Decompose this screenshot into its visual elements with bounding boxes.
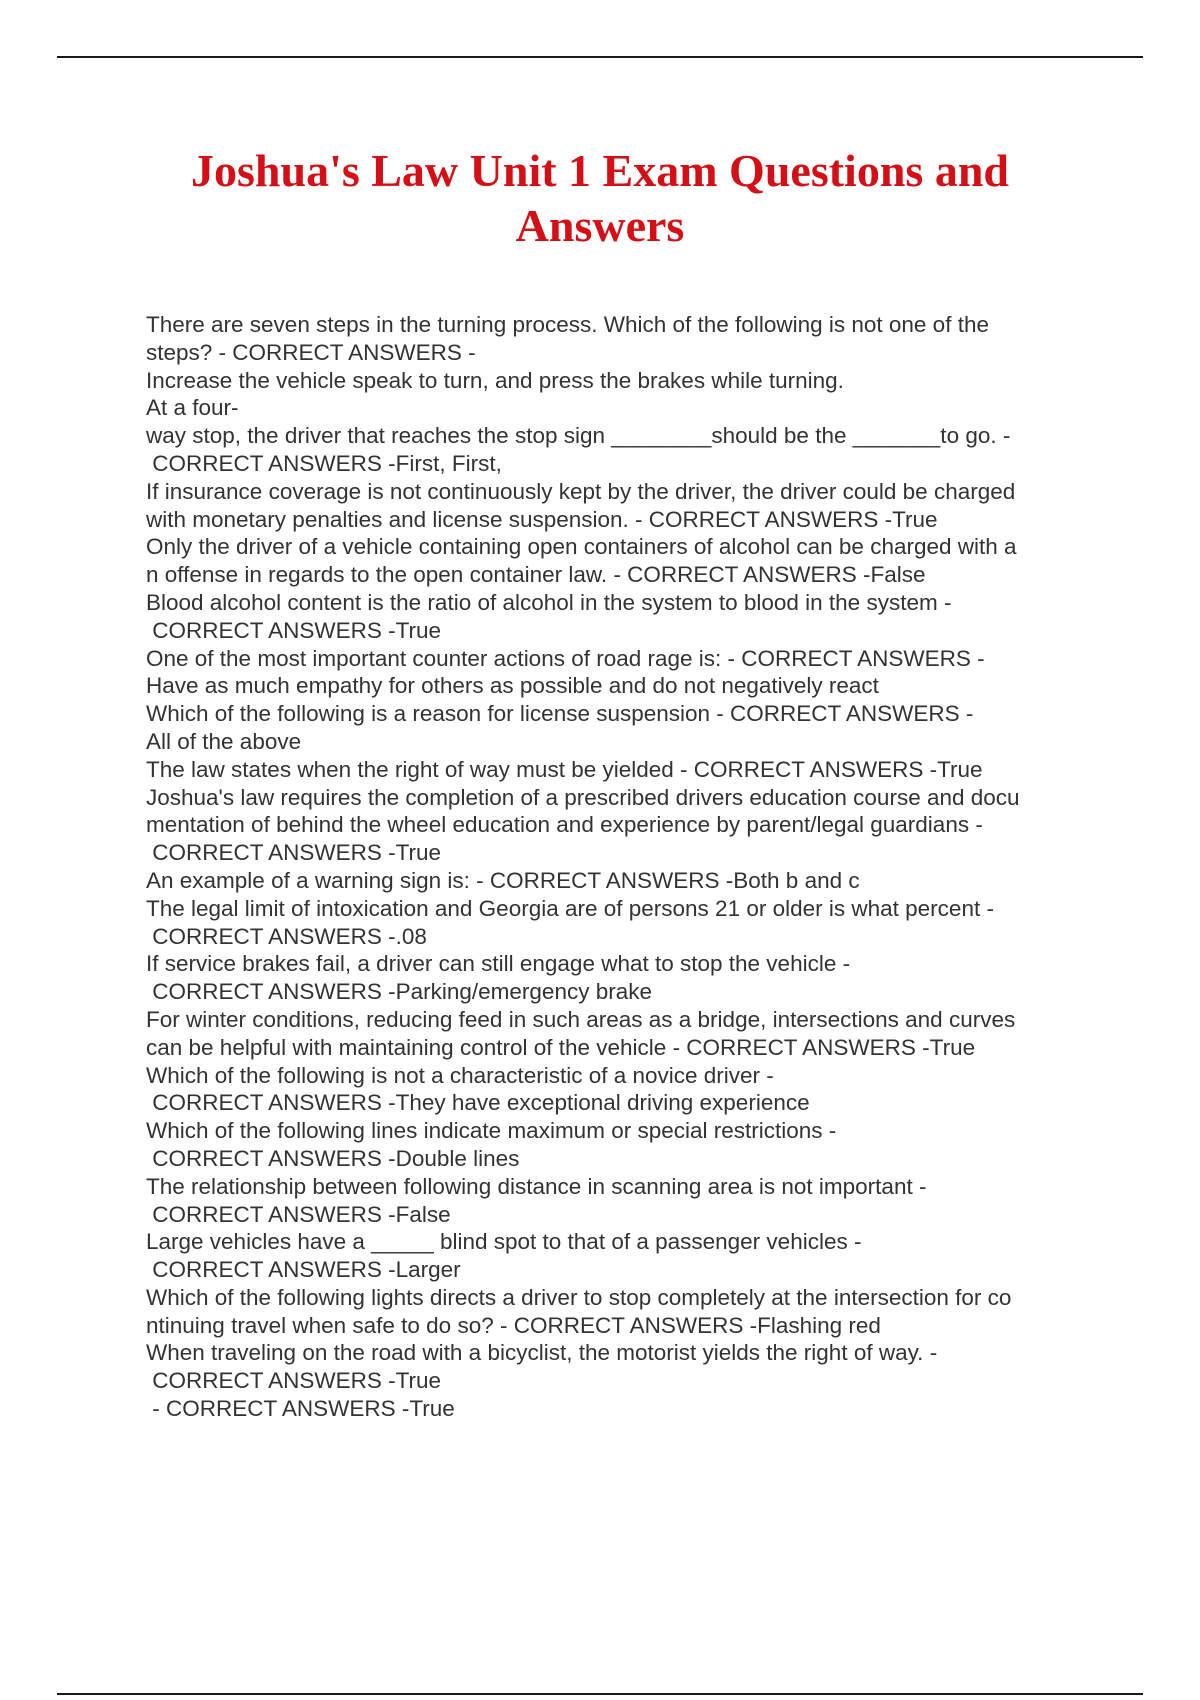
text-line: Have as much empathy for others as possible and do not negatively react [146,673,879,699]
text-line: ntinuing travel when safe to do so? - CORRECT ANSWERS -Flashing red [146,1312,881,1338]
text-line: For winter conditions, reducing feed in such areas as a bridge, intersections and curves [146,1006,1016,1032]
text-line: n offense in regards to the open container law. - CORRECT ANSWERS -False [146,562,926,588]
text-line: Only the driver of a vehicle containing open containers of alcohol can be charged with a [146,534,1017,560]
text-line: - CORRECT ANSWERS -True [146,1396,455,1422]
text-line: Which of the following lines indicate maximum or special restrictions - [146,1118,837,1144]
text-line: Which of the following is a reason for license suspension - CORRECT ANSWERS - [146,701,974,727]
title-line-2: Answers [515,200,685,251]
text-line: CORRECT ANSWERS -False [146,1201,451,1227]
text-line: If insurance coverage is not continuously kept by the driver, the driver could be charged [146,478,1016,504]
text-line: The law states when the right of way must be yielded - CORRECT ANSWERS -True [146,756,983,782]
text-line: An example of a warning sign is: - CORRECT ANSWERS -Both b and c [146,867,860,893]
text-line: CORRECT ANSWERS -Double lines [146,1145,520,1171]
text-line: CORRECT ANSWERS -True [146,617,442,643]
text-line: CORRECT ANSWERS -Larger [146,1257,461,1283]
text-line: The legal limit of intoxication and Georgia are of persons 21 or older is what percent - [146,895,994,921]
text-line: The relationship between following distance in scanning area is not important - [146,1173,927,1199]
text-line: can be helpful with maintaining control of the vehicle - CORRECT ANSWERS -True [146,1034,976,1060]
text-line: CORRECT ANSWERS -Parking/emergency brake [146,979,652,1005]
text-line: All of the above [146,728,302,754]
text-line: Increase the vehicle speak to turn, and press the brakes while turning. [146,367,844,393]
text-line: When traveling on the road with a bicyclist, the motorist yields the right of way. - [146,1340,938,1366]
text-line: steps? - CORRECT ANSWERS - [146,339,476,365]
text-line: way stop, the driver that reaches the stop sign ________should be the _______to go. - [146,423,1011,449]
text-line: CORRECT ANSWERS -They have exceptional driving experience [146,1090,810,1116]
exam-content [146,311,1096,1423]
text-line: There are seven steps in the turning process. Which of the following is not one of the [146,312,989,337]
text-line: CORRECT ANSWERS -.08 [146,923,427,949]
text-line: Which of the following is not a characteristic of a novice driver - [146,1062,774,1088]
text-line: At a four- [146,395,239,421]
top-rule [57,56,1143,58]
text-line: Which of the following lights directs a driver to stop completely at the intersection for co [146,1284,1012,1310]
text-line: If service brakes fail, a driver can still engage what to stop the vehicle - [146,951,851,977]
text-line: Large vehicles have a _____ blind spot to that of a passenger vehicles - [146,1229,862,1255]
bottom-rule [57,1693,1143,1695]
text-line: with monetary penalties and license suspension. - CORRECT ANSWERS -True [146,506,938,532]
text-line: One of the most important counter actions of road rage is: - CORRECT ANSWERS - [146,645,985,671]
text-line: Joshua's law requires the completion of a prescribed drivers education course and docu [146,784,1020,810]
text-line: CORRECT ANSWERS -True [146,840,442,866]
title-line-1: Joshua's Law Unit 1 Exam Questions and [191,145,1009,196]
text-line: CORRECT ANSWERS -True [146,1368,442,1394]
text-line: Blood alcohol content is the ratio of alcohol in the system to blood in the system - [146,589,952,615]
text-line: mentation of behind the wheel education and experience by parent/legal guardians - [146,812,983,838]
page-title [100,143,1100,253]
text-line: CORRECT ANSWERS -First, First, [146,450,502,476]
